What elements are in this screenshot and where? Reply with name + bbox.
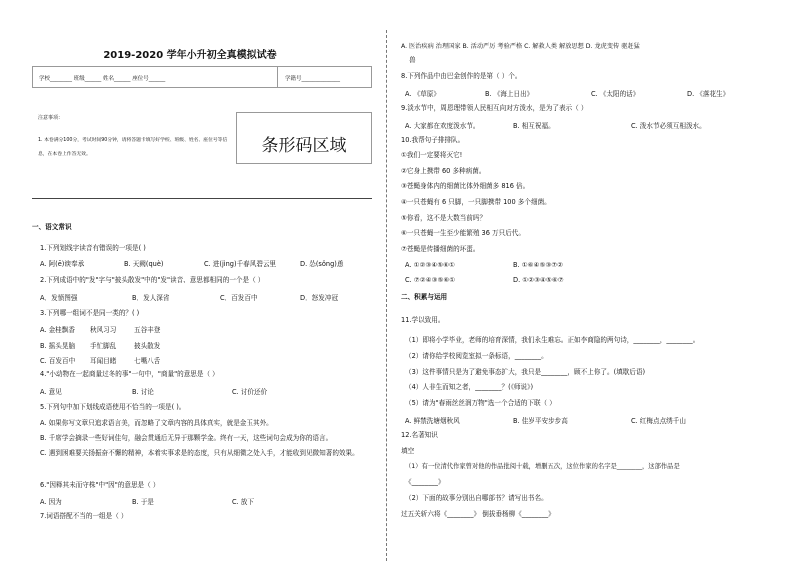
fill-label: 填空 <box>401 447 415 455</box>
q10-option-d: D. ①②③④⑤⑥⑦ <box>513 276 564 284</box>
q3-option-a-2: 秋风习习 <box>90 326 117 334</box>
question-11: 11.学以致用。 <box>401 316 445 324</box>
q10-option-b: B. ①⑥④⑤③⑦② <box>513 261 564 269</box>
right-column <box>395 0 790 561</box>
q3-option-a-1: A. 金桂飘香 <box>40 326 75 334</box>
q1-option-d: D. 怂(sǒng)恿 <box>300 260 344 268</box>
student-info-box <box>32 66 372 88</box>
q10-sentence-6: ⑥一只苍蝇一生至少能繁殖 36 万只后代。 <box>401 229 525 237</box>
q10-option-c: C. ⑦②④③⑤⑥① <box>405 276 456 284</box>
q11-option-a: A. 鲜禁洗塘烟秋风 <box>405 417 460 425</box>
q5-option-b: B. 千席学会摘录一些好词佳句，融会贯通后无异于那颗学金。终有一天，这些词句会成为你的语言。 <box>40 434 333 442</box>
q6-option-c: C. 放下 <box>232 498 254 506</box>
q11-option-c: C. 红梅点点绣千山 <box>631 417 686 425</box>
student-info-fields: 学校________ 班级______ 姓名______ 座位号______ <box>39 76 166 82</box>
q3-option-c-3: 七嘴八舌 <box>134 357 161 365</box>
q1-option-b: B. 天阙(què) <box>124 260 164 268</box>
barcode-area: 条形码区域 <box>236 112 372 164</box>
q1-option-c: C. 进(jìng)千春风碧云里 <box>204 260 277 268</box>
q12-item-2-blanks: 过五关斩六将《________》 倒拔垂杨柳《________》 <box>401 510 555 518</box>
q9-option-a: A. 大家都在欢度泼水节。 <box>405 122 480 130</box>
question-5: 5.下列句中加下划线成语使用不恰当的一项是( )。 <box>40 403 186 411</box>
q3-option-c-2: 耳闻目睹 <box>90 357 117 365</box>
q7-options: A. 医治疾病 治理国家 B. 活动严厉 考验严格 C. 解救人类 解放思想 D. 龙虎变传 驱赶猛 <box>401 43 640 50</box>
student-number-field: 学籍号______________ <box>285 76 341 82</box>
notice-box <box>32 110 232 168</box>
q3-option-b-2: 手忙脚乱 <box>90 342 117 350</box>
q11-item-1: （1）即将小学毕业，老师的培育深情，我们永生难忘。正如李商隐的两句诗，________，________。 <box>405 336 700 344</box>
q5-option-c: C. 遇到困难要关扬振奋不懈的精神，本着实事求是的态度，只有从细微之处入手，才能收到见微知著的效果。 <box>40 449 359 457</box>
info-box-divider <box>277 67 278 87</box>
q3-option-b-3: 披头散发 <box>134 342 161 350</box>
q4-option-c: C. 讨价还价 <box>232 388 268 396</box>
q3-option-c-1: C. 百发百中 <box>40 357 76 365</box>
q9-option-b: B. 相互祝福。 <box>513 122 555 130</box>
column-divider <box>386 30 387 561</box>
q4-option-a: A. 意见 <box>40 388 62 396</box>
q11-item-4: （4）人非生而知之者，________？(《师说》) <box>405 383 534 391</box>
q2-option-b: B．发人深省 <box>132 294 170 302</box>
q10-option-a: A. ①②③④⑤⑥① <box>405 261 455 269</box>
question-8: 8.下列作品中由巴金创作的是第（ ）个。 <box>401 72 522 80</box>
q10-sentence-4: ④一只苍蝇有 6 只脚，一只脚携带 100 多个细菌。 <box>401 198 551 206</box>
q8-option-c: C. 《太阳的话》 <box>591 90 640 98</box>
q10-sentence-2: ②它身上携带 60 多种病菌。 <box>401 167 486 175</box>
q11-item-5: （5）请为"春雨丝丝润万物"选一个合适的下联（ ） <box>405 399 556 407</box>
q2-option-c: C．百发百中 <box>220 294 258 302</box>
q10-sentence-5: ⑤你看，这不是大数当前吗？ <box>401 214 487 222</box>
q8-option-d: D. 《落花生》 <box>687 90 730 98</box>
q9-option-c: C. 泼水节必须互相泼水。 <box>631 122 706 130</box>
question-7: 7.词语搭配不当的一组是（ ） <box>40 512 128 520</box>
q1-option-a: A. 阿(ē)谀奉承 <box>40 260 85 268</box>
section-title: 二、积累与运用 <box>401 293 448 301</box>
question-2: 2.下列成语中的"发"字与"披头散发"中的"发"读音、意思都相同的一个是（ ） <box>40 276 265 284</box>
q11-item-3: （3）这件事情只是为了避免事态扩大，我只是________，顾不上你了。(填歇后语) <box>405 368 646 376</box>
question-6: 6."因释其未而守株"中"因"的意思是（ ） <box>40 481 160 489</box>
q12-item-1-blank: 《________》 <box>405 478 445 486</box>
q2-option-d: D．怒发冲冠 <box>300 294 339 302</box>
notice-text: 1. 本卷满分100分，考试时间90分钟，请将答题卡填写好学校、班级、姓名、座位号等信息，在本卷上作答无效。 <box>38 138 228 157</box>
q11-option-b: B. 佳岁平安步步高 <box>513 417 568 425</box>
question-9: 9.淡水节中，周恩理带领人民相互向对方泼水，是为了表示（ ） <box>401 104 588 112</box>
section-title: 一、语文常识 <box>32 223 72 231</box>
q8-option-b: B. 《海上日出》 <box>485 90 534 98</box>
q5-option-a: A. 如果你写文章只追求语言美，而忽略了文章内容的具体真实，就是金玉其外。 <box>40 419 273 427</box>
q8-option-a: A. 《草原》 <box>405 90 440 98</box>
notice-title: 注意事项： <box>38 115 64 121</box>
q3-option-b-1: B. 摇头晃脑 <box>40 342 76 350</box>
q3-option-a-3: 五谷丰登 <box>134 326 161 334</box>
question-12: 12.名著知识 <box>401 431 438 439</box>
q12-item-2: （2）下面的故事分别出自哪部书？请写出书名。 <box>405 494 548 502</box>
q6-option-a: A. 因为 <box>40 498 62 506</box>
q4-option-b: B. 讨论 <box>132 388 154 396</box>
q10-sentence-3: ③苍蝇身体内的细菌比体外细菌多 816 倍。 <box>401 182 530 190</box>
q2-option-a: A．发愤图强 <box>40 294 78 302</box>
q7-options-wrap: 兽 <box>409 56 416 64</box>
q6-option-b: B. 于是 <box>132 498 154 506</box>
q10-sentence-7: ⑦苍蝇是传播细菌的坏蛋。 <box>401 245 480 253</box>
left-column <box>0 0 380 561</box>
question-3: 3.下列哪一组词不是同一类的？( ) <box>40 309 140 317</box>
q11-item-2: （2）请你给学校阅览室拟一条标语，________。 <box>405 352 548 360</box>
question-4: 4."小动物在一起商量过冬的事"一句中，"商量"的意思是（ ） <box>40 370 219 378</box>
q10-sentence-1: ①我们一定要将灭它! <box>401 151 463 159</box>
exam-title: 2019-2020 学年小升初全真模拟试卷 <box>103 50 277 61</box>
q12-item-1: （1）有一位清代作家曾对他的作品批阅十载，增删五次，这位作家的名字是________，这部作品是 <box>405 463 680 470</box>
question-10: 10.我帮句子排排队。 <box>401 136 465 144</box>
question-1: 1.下列划线字读音有错误的一项是( ) <box>40 244 146 252</box>
header-divider <box>32 198 372 199</box>
